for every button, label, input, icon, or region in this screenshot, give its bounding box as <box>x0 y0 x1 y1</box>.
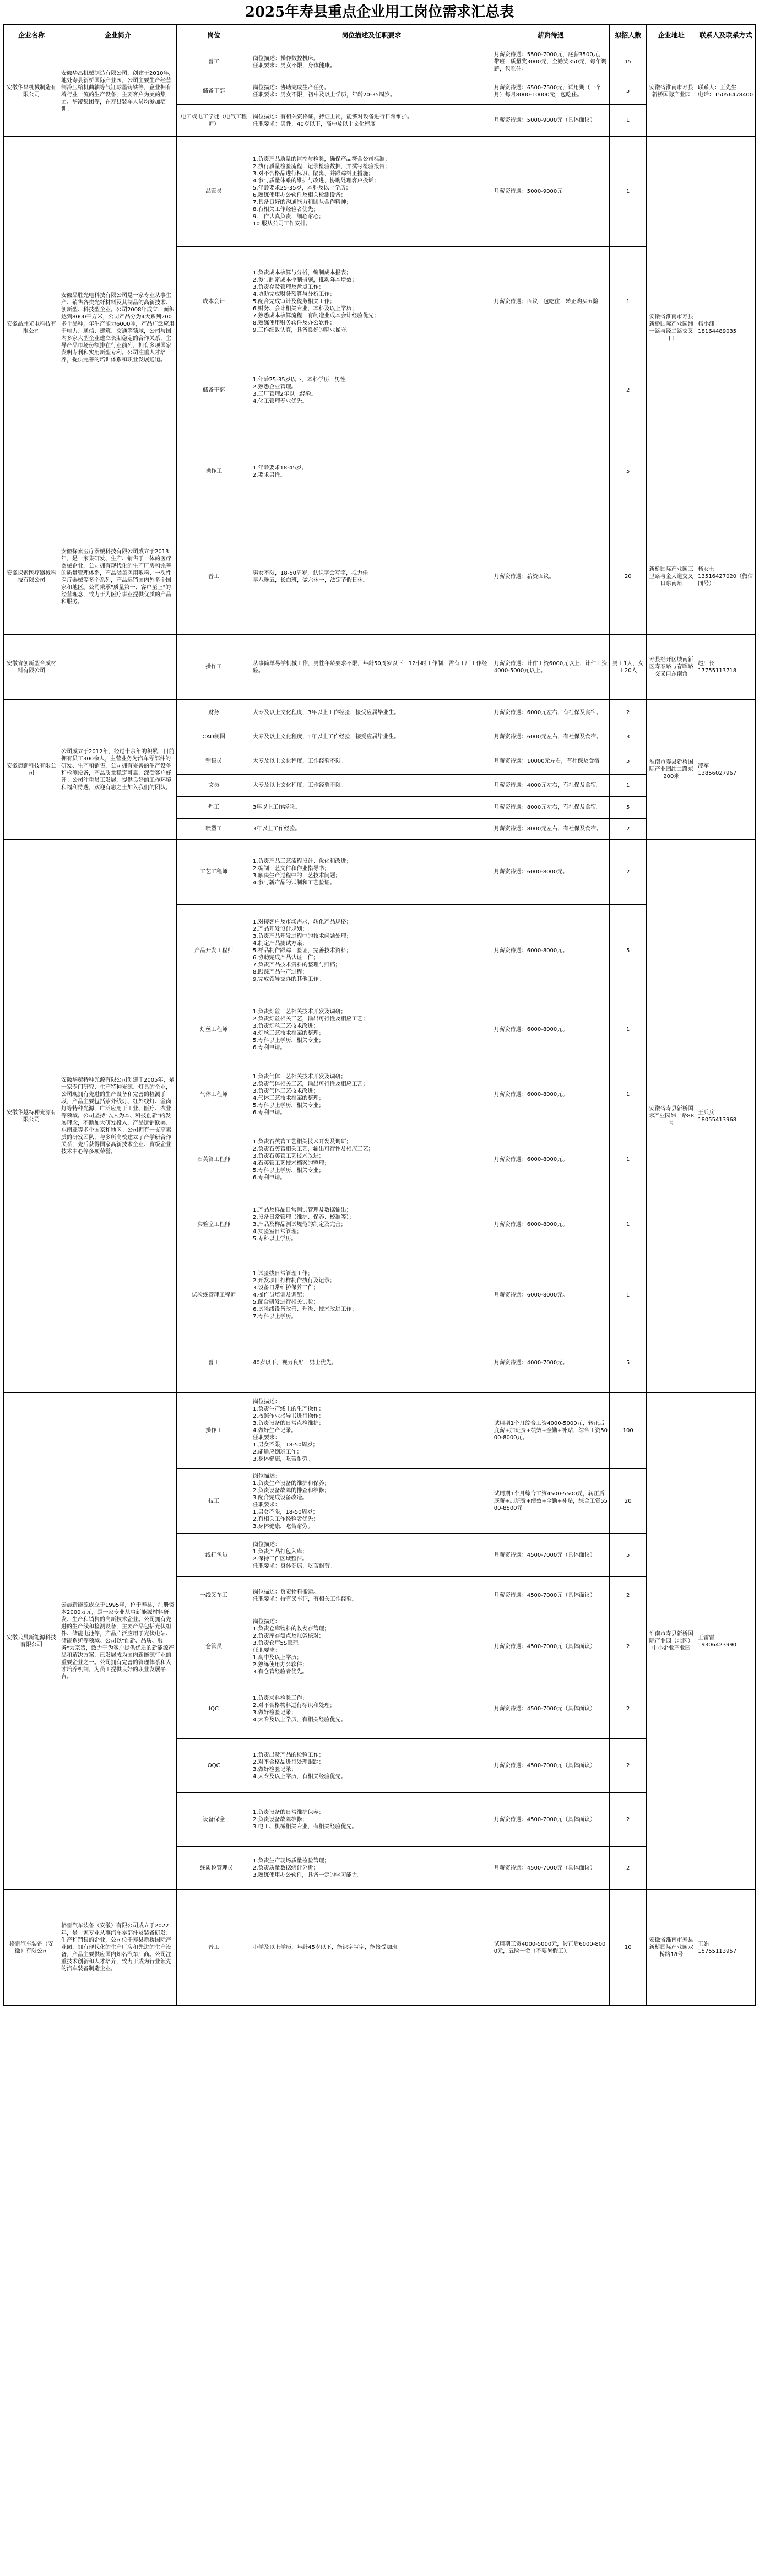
job-salary: 月薪资待遇：4500-7000元（具体面议） <box>492 1793 609 1847</box>
table-body <box>4 46 756 2006</box>
job-count: 2 <box>610 1577 647 1614</box>
job-salary: 月薪资待遇：6500-7500元，试用期（一个月）每月8000-10000元，包吃住。 <box>492 78 609 105</box>
job-count: 2 <box>610 1847 647 1890</box>
job-count: 2 <box>610 1739 647 1793</box>
job-description: 从事简单易学机械工作，男性年龄要求不限，年龄50周岁以下，12小时工作制，需有工厂工作经验。 <box>251 635 492 700</box>
job-description: 大专及以上文化程度，工作经验不限。 <box>251 775 492 797</box>
job-title: 技工 <box>177 1469 251 1534</box>
table-row <box>4 137 756 247</box>
job-table <box>3 24 756 2006</box>
job-title: 产品开发工程师 <box>177 905 251 997</box>
job-description: 岗位描述： 1.负责生产线上的生产操作； 2.按照作业指导书进行操作； 3.负责设备的日常点检维护； 4.做好生产记录。 任职要求： 1.男女不限，18-50周岁； 2.能适应倒班工作； 3.身体健康，吃苦耐劳。 <box>251 1393 492 1469</box>
company-contact: 王雷雷 19306423990 <box>696 1393 756 1890</box>
job-salary: 试用期1个月综合工资4500-5500元，转正后底薪+加班费+绩效+全勤+补贴，综合工资5500-8500元。 <box>492 1469 609 1534</box>
job-salary: 月薪资待遇：6000-8000元。 <box>492 1257 609 1333</box>
job-count: 20 <box>610 519 647 635</box>
job-description: 1.负责设备的日常维护保养； 2.负责设备故障维修； 3.电工、机械相关专业，有相关经验优先。 <box>251 1793 492 1847</box>
company-intro: 安徽品胜光电科技有限公司是一家专业从事生产、销售各类光纤材料及其制品的高新技术、创新型、科技型企业。公司2008年成立，面积达到8000平方米，公司产品分为4大系列200多个品种，年生产能力6000吨，产品广泛应用于电力、通信、建筑、交通等领域，公司与国内多家大型企业建立长期稳定的合作关系，主导产品市场份额排在行业前列，拥有多项国家发明专利和实用新型专利。公司注重人才培养，提供完善的培训体系和职业发展通道。 <box>59 137 177 519</box>
job-title: 普工 <box>177 46 251 78</box>
company-contact: 王娟 15755113957 <box>696 1890 756 2006</box>
job-title: 普工 <box>177 1333 251 1393</box>
company-address: 淮南市寿县新桥国际产业园（北区）中小企业产业园 <box>647 1393 696 1890</box>
job-description: 1.负责来料检验工作； 2.对不合格物料进行标识和处理； 3.做好检验记录； 4.大专及以上学历，有相关经验优先。 <box>251 1679 492 1739</box>
job-count: 1 <box>610 997 647 1062</box>
table-row <box>4 635 756 700</box>
job-salary: 月薪资待遇：6000元左右，有社保及食宿。 <box>492 726 609 748</box>
job-description: 岗位描述： 1.负责仓库物料的收发存管理； 2.负责库存盘点及账务核对； 3.负责仓库5S管理。 任职要求： 1.高中及以上学历； 2.熟练使用办公软件； 3.有仓管经验者优先。 <box>251 1614 492 1679</box>
job-salary: 月薪资待遇：5000-9000元（具体面议） <box>492 105 609 137</box>
job-salary: 月薪资待遇：6000-8000元。 <box>492 905 609 997</box>
header-company: 企业名称 <box>4 25 59 46</box>
job-count: 1 <box>610 1192 647 1257</box>
header-job: 岗位 <box>177 25 251 46</box>
job-salary: 月薪资待遇：4500-7000元（具体面议） <box>492 1847 609 1890</box>
job-description: 岗位描述：负责物料搬运。 任职要求：持有叉车证，有相关工作经验。 <box>251 1577 492 1614</box>
company-address: 安徽省寿县新桥国际产业园纬一路88号 <box>647 840 696 1393</box>
job-count: 5 <box>610 1534 647 1577</box>
company-name: 安徽华昌机械制造有限公司 <box>4 46 59 137</box>
job-count: 2 <box>610 1614 647 1679</box>
company-intro: 安徽探索医疗器械科技有限公司成立于2013年，是一家集研发、生产、销售于一体的医疗器械企业，公司拥有现代化的生产厂房和完善的质量管理体系，产品涵盖医用敷料、一次性医疗器械等多个系列，产品远销国内外多个国家和地区。公司秉承"质量第一、客户至上"的经营理念，致力于为医疗事业提供优质的产品和服务。 <box>59 519 177 635</box>
job-title: 仓管员 <box>177 1614 251 1679</box>
company-contact: 王兵兵 18055413968 <box>696 840 756 1393</box>
job-count: 5 <box>610 78 647 105</box>
job-title: 石英管工程师 <box>177 1127 251 1192</box>
job-title: 喷塑工 <box>177 819 251 840</box>
job-description: 1.负责成本核算与分析，编制成本报表； 2.参与制定成本控制措施，推动降本增效； 3.负责存货管理及盘点工作； 4.协助完成财务预算与分析工作； 5.配合完成审计及税务相关工作； 6.财务、会计相关专业，本科及以上学历； 7.熟悉成本核算流程，有制造业成本会计经验优先； 8.熟练使用财务软件及办公软件； 9.工作细致认真，具备良好的职业操守。 <box>251 247 492 357</box>
job-title: 储备干部 <box>177 357 251 424</box>
header-salary: 薪资待遇 <box>492 25 609 46</box>
job-title: 气体工程师 <box>177 1062 251 1127</box>
job-description: 1.负责石英管工艺相关技术开发及调研； 2.负责石英管相关工艺，输出可行性及相应工艺； 3.负责石英管工艺技术改进； 4.石英管工艺技术档案的整理； 5.专科以上学历，相关专业； 6.专利申请。 <box>251 1127 492 1192</box>
job-salary: 试用期工资4000-5000元，转正后6000-8000元，五险一金（不要暑假工）。 <box>492 1890 609 2006</box>
job-salary: 月薪资待遇：面议，包吃住，转正购买五险 <box>492 247 609 357</box>
job-description: 1.负责气体工艺相关技术开发及调研； 2.负责气体相关工艺，输出可行性及相应工艺； 3.负责气体工艺技术改进； 4.气体工艺技术档案的整理； 5.专科以上学历，相关专业； 6.专利申请。 <box>251 1062 492 1127</box>
company-contact: 杨女士 13516427020（微信同号） <box>696 519 756 635</box>
job-title: 电工或电工学徒（电气工程师） <box>177 105 251 137</box>
job-salary: 月薪资待遇：6000-8000元。 <box>492 840 609 905</box>
job-salary: 月薪资待遇：8000元左右，有社保及食宿。 <box>492 797 609 819</box>
job-title: CAD制图 <box>177 726 251 748</box>
company-intro: 公司成立于2012年，经过十余年的积累，目前拥有员工300余人，主营业务为汽车零部件的研发、生产和销售，公司拥有完善的生产设备和检测设备，产品质量稳定可靠，深受客户好评。公司注重员工发展，提供良好的工作环境和福利待遇，欢迎有志之士加入我们的团队。 <box>59 700 177 840</box>
job-count: 5 <box>610 424 647 519</box>
header-intro: 企业简介 <box>59 25 177 46</box>
job-title: 储备干部 <box>177 78 251 105</box>
job-description: 3年以上工作经验。 <box>251 819 492 840</box>
job-title: 操作工 <box>177 635 251 700</box>
job-count: 1 <box>610 1257 647 1333</box>
job-salary: 月薪资待遇：5500-7000元，底薪3500元，带班，质量奖3000元，全勤奖350元，每年调薪，包吃住。 <box>492 46 609 78</box>
job-count: 5 <box>610 797 647 819</box>
job-salary: 月薪资待遇：薪资面议。 <box>492 519 609 635</box>
table-row <box>4 700 756 726</box>
job-salary: 月薪资待遇：4500-7000元（具体面议） <box>492 1534 609 1577</box>
header-desc: 岗位描述及任职要求 <box>251 25 492 46</box>
company-intro: 安徽华越特种光源有限公司创建于2005年，是一家专门研究、生产特种光源、灯具的企业，公司现拥有先进的生产设备和完善的检测手段，产品主要包括紫外线灯、红外线灯、金卤灯等特种光源，广泛应用于工业、医疗、农业等领域。公司坚持"以人为本、科技创新"的发展理念，不断加大研发投入，产品远销欧美、东南亚等多个国家和地区。公司拥有一支高素质的研发团队，与多所高校建立了产学研合作关系，先后获得国家高新技术企业、省级企业技术中心等多项荣誉。 <box>59 840 177 1393</box>
job-count: 1 <box>610 1127 647 1192</box>
job-title: 试验线管理工程师 <box>177 1257 251 1333</box>
company-name: 安徽省创新型合成材料有限公司 <box>4 635 59 700</box>
job-salary <box>492 424 609 519</box>
job-count: 1 <box>610 105 647 137</box>
job-salary: 月薪资待遇：计件工资6000元以上，计件工资4000-5000元以上。 <box>492 635 609 700</box>
job-count: 1 <box>610 137 647 247</box>
job-count: 100 <box>610 1393 647 1469</box>
job-count: 15 <box>610 46 647 78</box>
job-count: 2 <box>610 1679 647 1739</box>
job-description: 1.负责灯丝工艺相关技术开发及调研； 2.负责灯丝相关工艺，输出可行性及相应工艺； 3.负责灯丝工艺技术改进； 4.灯丝工艺技术档案的整理； 5.专科以上学历，相关专业； 6.专利申请。 <box>251 997 492 1062</box>
job-salary <box>492 357 609 424</box>
job-description: 大专及以上文化程度，1年以上工作经验，接受应届毕业生。 <box>251 726 492 748</box>
company-intro: 格雷汽车装备（安徽）有限公司成立于2022年，是一家专业从事汽车零部件及装备研发、生产和销售的企业，公司位于寿县新桥国际产业园，拥有现代化的生产厂房和先进的生产设备，产品主要供应国内知名汽车厂商。公司注重技术创新和人才培养，致力于成为行业领先的汽车装备制造企业。 <box>59 1890 177 2006</box>
company-contact: 凌军 13856027967 <box>696 700 756 840</box>
job-salary: 月薪资待遇：8000元左右，有社保及食宿。 <box>492 819 609 840</box>
table-row <box>4 46 756 78</box>
job-count: 10 <box>610 1890 647 2006</box>
job-salary: 月薪资待遇：4000元左右，有社保及食宿。 <box>492 775 609 797</box>
company-contact: 赵厂长 17755113718 <box>696 635 756 700</box>
header-address: 企业地址 <box>647 25 696 46</box>
job-count: 5 <box>610 905 647 997</box>
table-row <box>4 1890 756 2006</box>
job-description: 大专及以上文化程度，工作经验不限。 <box>251 748 492 775</box>
job-count: 2 <box>610 1793 647 1847</box>
job-title: 操作工 <box>177 1393 251 1469</box>
company-intro: 云晨新能源成立于1995年，位于寿县，注册资本2000万元，是一家专业从事新能源材料研发、生产和销售的高新技术企业。公司拥有先进的生产线和检测设备，主要产品包括光伏组件、储能电池等，产品广泛应用于光伏电站、储能系统等领域。公司以"创新、品质、服务"为宗旨，致力于为客户提供优质的新能源产品和解决方案，已发展成为国内新能源行业的重要企业之一。公司拥有完善的管理体系和人才培养机制，为员工提供良好的职业发展平台。 <box>59 1393 177 1890</box>
job-description: 1.试验线日常管理工作； 2.开发项目打样制作执行及记录； 3.设备日常维护保养工作； 4.操作员培训及调配； 5.配合研发进行相关试验； 6.试验线设备改善、升级、技术改进工作； 7.专科以上学历。 <box>251 1257 492 1333</box>
job-title: 设备保全 <box>177 1793 251 1847</box>
company-name: 安徽探索医疗器械科技有限公司 <box>4 519 59 635</box>
job-salary: 月薪资待遇：5000-9000元 <box>492 137 609 247</box>
job-description: 3年以上工作经验。 <box>251 797 492 819</box>
job-salary: 月薪资待遇：6000-8000元。 <box>492 997 609 1062</box>
company-name: 安徽华越特种光源有限公司 <box>4 840 59 1393</box>
job-description: 40岁以下，视力良好，男士优先。 <box>251 1333 492 1393</box>
job-description: 小学及以上学历，年龄45岁以下，能识字写字，能接受加班。 <box>251 1890 492 2006</box>
job-title: 普工 <box>177 519 251 635</box>
job-description: 岗位描述：有相关资格证，持证上岗，能够对设备进行日常维护。 任职要求：男性，40岁以下，高中及以上文化程度。 <box>251 105 492 137</box>
job-salary: 月薪资待遇：6000-8000元。 <box>492 1127 609 1192</box>
job-title: 成本会计 <box>177 247 251 357</box>
company-address: 安徽省淮南市寿县新桥国际产业园双桥路18号 <box>647 1890 696 2006</box>
job-count: 20 <box>610 1469 647 1534</box>
job-salary: 月薪资待遇：4500-7000元（具体面议） <box>492 1739 609 1793</box>
job-title: 文员 <box>177 775 251 797</box>
job-salary: 月薪资待遇：6000元左右，有社保及食宿。 <box>492 700 609 726</box>
job-description: 1.负责生产现场质量检验管理； 2.负责质量数据统计分析； 3.熟练使用办公软件，具备一定的学习能力。 <box>251 1847 492 1890</box>
job-description: 1.负责产品质量的监控与检验，确保产品符合公司标准； 2.执行质量检验流程，记录检验数据，并撰写检验报告； 3.对不合格品进行标识、隔离，并跟踪纠正措施； 4.参与质量体系的维护与改进，协助处理客户投诉； 5.年龄要求25-35岁，本科及以上学历； 6.熟练使用办公软件及相关检测设备； 7.具备良好的沟通能力和团队合作精神； 8.有相关工作经验者优先； 9.工作认真负责，细心耐心； 10.服从公司工作安排。 <box>251 137 492 247</box>
job-salary: 月薪资待遇：6000-8000元。 <box>492 1192 609 1257</box>
job-count: 3 <box>610 726 647 748</box>
job-salary: 试用期1个月综合工资4000-5000元，转正后底薪+加班费+绩效+全勤+补贴，综合工资5000-8000元。 <box>492 1393 609 1469</box>
job-count: 1 <box>610 247 647 357</box>
job-count: 2 <box>610 840 647 905</box>
page-bottom-edge <box>3 2567 756 2576</box>
job-title: 销售员 <box>177 748 251 775</box>
job-description: 1.产品及样品日常测试管理及数据输出； 2.设备日常管理（维护、保养、校准等）； 3.产品及样品测试规范的制定及完善； 4.实验室日常管理； 5.专科以上学历。 <box>251 1192 492 1257</box>
job-salary: 月薪资待遇：4500-7000元（具体面议） <box>492 1577 609 1614</box>
job-description: 岗位描述：协助完成生产任务。 任职要求：男女不限，初中及以上学历，年龄20-35周岁。 <box>251 78 492 105</box>
job-description: 男女不限，18-50周岁，认识字会写字，视力佳 早八晚五，长白班，做六休一，法定节假日休。 <box>251 519 492 635</box>
job-count: 5 <box>610 1333 647 1393</box>
table-row <box>4 1393 756 1469</box>
header-row <box>4 25 756 46</box>
company-name: 安徽德勤科技有限公司 <box>4 700 59 840</box>
job-title: 普工 <box>177 1890 251 2006</box>
job-title: 财务 <box>177 700 251 726</box>
company-address: 寿县经开区城南新区寿春路与春晖路交叉口东南角 <box>647 635 696 700</box>
job-salary: 月薪资待遇：6000-8000元。 <box>492 1062 609 1127</box>
table-row <box>4 519 756 635</box>
job-count: 男工1人，女工20人 <box>610 635 647 700</box>
job-count: 2 <box>610 357 647 424</box>
company-contact: 杨小渊 18164489035 <box>696 137 756 519</box>
job-count: 1 <box>610 775 647 797</box>
company-intro <box>59 635 177 700</box>
company-name: 安徽品胜光电科技有限公司 <box>4 137 59 519</box>
header-contact: 联系人及联系方式 <box>696 25 756 46</box>
job-title: 一线叉车工 <box>177 1577 251 1614</box>
job-description: 1.年龄要求18-45岁。 2.要求男性。 <box>251 424 492 519</box>
company-address: 安徽省淮南市寿县新桥国际产业园纬一路与经二路交叉口 <box>647 137 696 519</box>
company-intro: 安徽华昌机械制造有限公司，创建于2010年，地处寿县新桥国际产业园，公司主要生产经营制冷压缩机曲轴等气缸球墨铸铁等，企业拥有着行业一流的生产设备，主要客户为美的集团、华凌集团等，在寿县装车人员均参加培训。 <box>59 46 177 137</box>
job-description: 岗位描述： 1.负责生产设备的维护和保养； 2.负责设备故障的排查和维修； 3.配合完成设备改造。 任职要求： 1.男女不限，18-50周岁； 2.有相关工作经验者优先； 3.身体健康，吃苦耐劳。 <box>251 1469 492 1534</box>
job-description: 岗位描述：操作数控机床。 任职要求：男女不限，身体健康。 <box>251 46 492 78</box>
job-salary: 月薪资待遇：4500-7000元（具体面议） <box>492 1614 609 1679</box>
job-salary: 月薪资待遇：4000-7000元。 <box>492 1333 609 1393</box>
table-row <box>4 840 756 905</box>
job-title: IQC <box>177 1679 251 1739</box>
job-count: 2 <box>610 819 647 840</box>
company-name: 安徽云晨新能源科技有限公司 <box>4 1393 59 1890</box>
company-name: 格雷汽车装备（安徽）有限公司 <box>4 1890 59 2006</box>
job-description: 1.年龄25-35岁以下，本科学历，男性 2.熟悉企业管理。 3.工厂管理2年以上经验。 4.化工管理专业优先。 <box>251 357 492 424</box>
company-contact: 联系人：王先生 电话：15056478400 <box>696 46 756 137</box>
job-count: 5 <box>610 748 647 775</box>
page-title: 2025年寿县重点企业用工岗位需求汇总表 <box>245 4 514 20</box>
header-count: 拟招人数 <box>610 25 647 46</box>
job-description: 1.负责产品工艺流程设计、优化和改进； 2.编制工艺文件和作业指导书； 3.解决生产过程中的工艺技术问题； 4.参与新产品的试制和工艺验证。 <box>251 840 492 905</box>
company-address: 安徽省淮南市寿县新桥国际产业园 <box>647 46 696 137</box>
job-salary: 月薪资待遇：10000元左右，有社保及食宿。 <box>492 748 609 775</box>
job-description: 岗位描述： 1.负责产品打包入库； 2.保持工作区域整洁。 任职要求：身体健康，吃苦耐劳。 <box>251 1534 492 1577</box>
job-title: OQC <box>177 1739 251 1793</box>
job-salary: 月薪资待遇：4500-7000元（具体面议） <box>492 1679 609 1739</box>
job-title: 品管员 <box>177 137 251 247</box>
job-count: 1 <box>610 1062 647 1127</box>
job-title: 一线质检管理员 <box>177 1847 251 1890</box>
job-description: 大专及以上文化程度，3年以上工作经验，接受应届毕业生。 <box>251 700 492 726</box>
job-title: 操作工 <box>177 424 251 519</box>
job-title: 实验室工程师 <box>177 1192 251 1257</box>
job-count: 2 <box>610 700 647 726</box>
company-address: 淮南市寿县新桥国际产业园纬二路东200米 <box>647 700 696 840</box>
company-address: 新桥国际产业园三里路与金大道交叉口东南角 <box>647 519 696 635</box>
job-title: 焊工 <box>177 797 251 819</box>
job-title: 一线打包员 <box>177 1534 251 1577</box>
job-description: 1.负责出货产品的检验工作； 2.对不合格品进行处理跟踪； 3.做好检验记录； 4.大专及以上学历，有相关经验优先。 <box>251 1739 492 1793</box>
job-title: 工艺工程师 <box>177 840 251 905</box>
job-description: 1.对接客户及市场需求，转化产品规格； 2.产品开发设计规划； 3.负责产品开发过程中的技术问题处理； 4.制定产品测试方案； 5.样品制作跟踪，验证，完善技术资料； 6.协助完成产品认证工作； 7.负责产品技术资料的整理与归档； 8.跟踪产品生产过程； 9.完成领导交办的其他工作。 <box>251 905 492 997</box>
job-title: 灯丝工程师 <box>177 997 251 1062</box>
